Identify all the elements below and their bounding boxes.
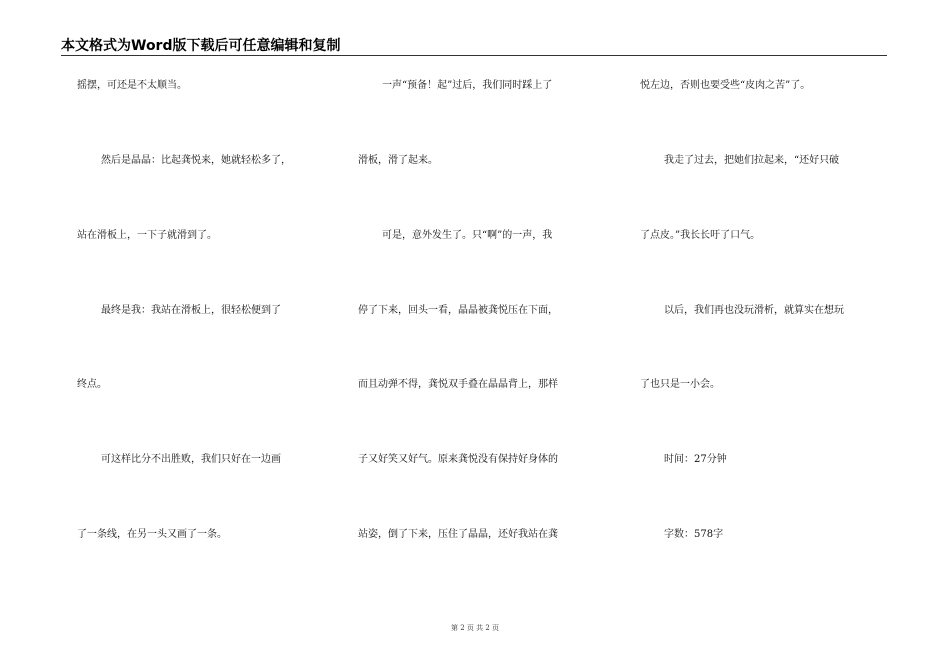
text-column-1 <box>77 0 327 600</box>
text-line: 而且动弹不得，龚悦双手叠在晶晶背上，那样 <box>358 379 558 390</box>
text-line: 站在滑板上，一下子就滑到了。 <box>77 230 217 241</box>
time-info: 时间：27分钟 <box>664 454 727 465</box>
text-line: 以后，我们再也没玩滑析，就算实在想玩 <box>664 305 844 316</box>
header-title: 本文格式为Word版下载后可任意编辑和复制 <box>61 38 341 54</box>
text-line: 然后是晶晶：比起龚悦来，她就轻松多了， <box>101 155 291 166</box>
text-line: 停了下来，回头一看，晶晶被龚悦压在下面， <box>358 305 558 316</box>
text-line: 了一条线，在另一头又画了一条。 <box>77 529 227 540</box>
text-column-2 <box>358 0 603 600</box>
text-line: 摇摆，可还是不太顺当。 <box>77 80 187 91</box>
text-column-3 <box>640 0 885 600</box>
text-line: 了也只是一小会。 <box>640 379 720 390</box>
text-line: 了点皮。”我长长吁了口气。 <box>640 230 761 241</box>
text-line: 终点。 <box>77 379 107 390</box>
text-line: 一声“预备！起”过后，我们同时踩上了 <box>382 80 553 91</box>
page-footer: 第 2 页 共 2 页 <box>450 624 500 632</box>
text-line: 悦左边，否则也要受些“皮肉之苦”了。 <box>640 80 811 91</box>
text-line: 站姿，倒了下来，压住了晶晶，还好我站在龚 <box>358 529 558 540</box>
text-line: 子又好笑又好气。原来龚悦没有保持好身体的 <box>358 454 558 465</box>
text-line: 最终是我：我站在滑板上，很轻松便到了 <box>101 305 281 316</box>
text-line: 可这样比分不出胜败，我们只好在一边画 <box>101 454 281 465</box>
word-count-info: 字数：578字 <box>664 529 724 540</box>
text-line: 我走了过去，把她们拉起来，“还好只破 <box>664 155 840 166</box>
text-line: 可是，意外发生了。只“啊”的一声，我 <box>382 230 553 241</box>
text-line: 滑板，滑了起来。 <box>358 155 438 166</box>
